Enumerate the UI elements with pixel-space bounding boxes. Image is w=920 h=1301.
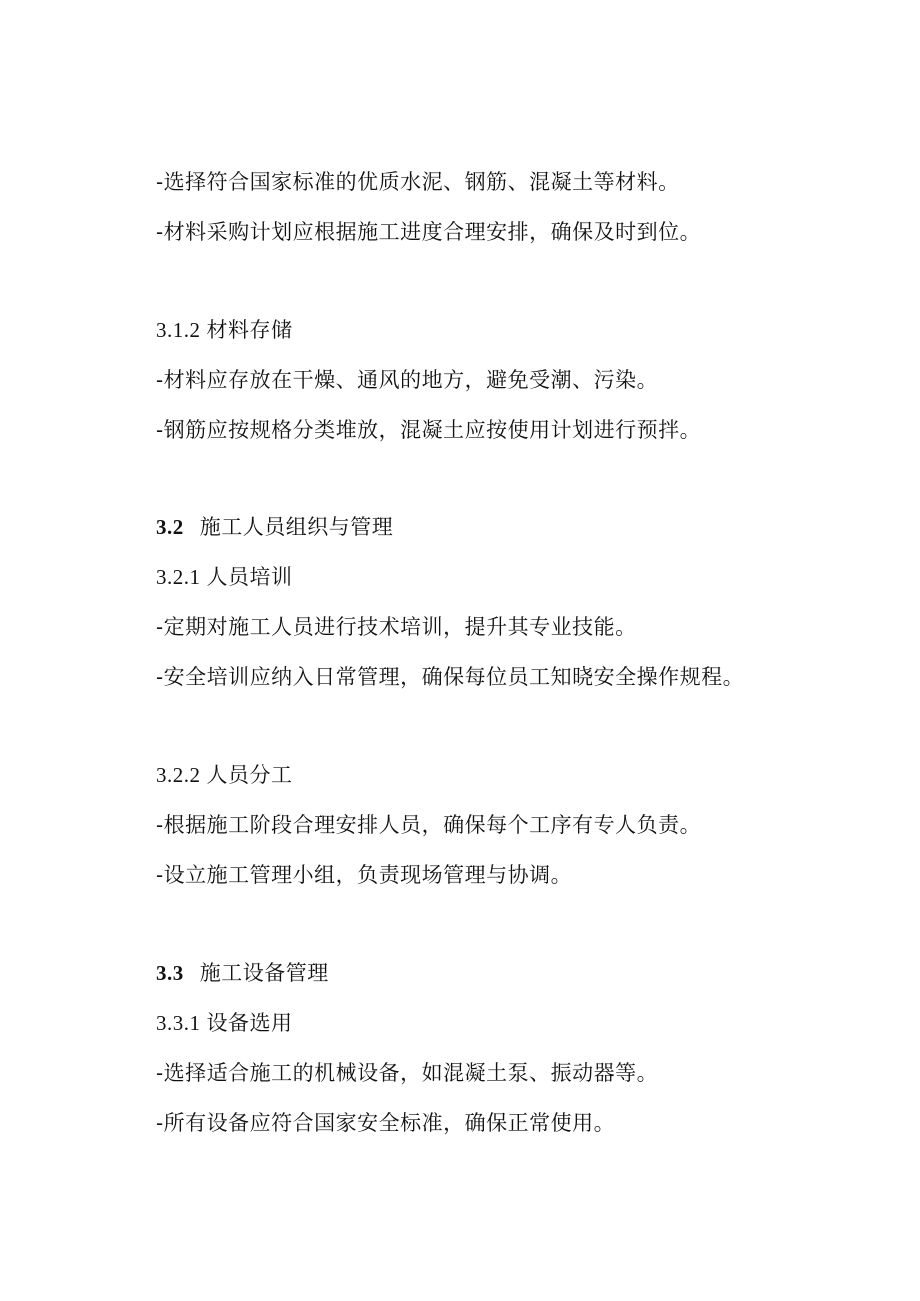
bullet-item: -根据施工阶段合理安排人员，确保每个工序有专人负责。 (156, 813, 702, 837)
subsection-number: 3.2.1 (156, 565, 201, 589)
bullet-item: -设立施工管理小组，负责现场管理与协调。 (156, 863, 573, 887)
bullet-item: -材料应存放在干燥、通风的地方，避免受潮、污染。 (156, 368, 659, 392)
subsection-number: 3.2.2 (156, 763, 201, 787)
subsection-heading-3-3-1 (156, 1009, 293, 1037)
subsection-heading-3-2-2 (156, 761, 293, 789)
subsection-title: 人员培训 (206, 565, 293, 589)
bullet-item: -钢筋应按规格分类堆放，混凝土应按使用计划进行预拌。 (156, 418, 702, 442)
bullet-item: -选择符合国家标准的优质水泥、钢筋、混凝土等材料。 (156, 170, 680, 194)
section-title: 施工人员组织与管理 (199, 515, 394, 539)
subsection-title: 设备选用 (206, 1011, 293, 1035)
subsection-number: 3.3.1 (156, 1011, 201, 1035)
bullet-item: -所有设备应符合国家安全标准，确保正常使用。 (156, 1111, 616, 1135)
section-heading-3-3 (156, 959, 329, 987)
subsection-heading-3-2-1 (156, 563, 293, 591)
section-heading-3-2 (156, 513, 393, 541)
subsection-title: 人员分工 (206, 763, 293, 787)
section-title: 施工设备管理 (199, 961, 329, 985)
subsection-number: 3.1.2 (156, 318, 201, 342)
section-number: 3.2 (156, 515, 184, 539)
subsection-title: 材料存储 (206, 318, 293, 342)
bullet-item: -安全培训应纳入日常管理，确保每位员工知晓安全操作规程。 (156, 665, 745, 689)
section-number: 3.3 (156, 961, 184, 985)
bullet-item: -选择适合施工的机械设备，如混凝土泵、振动器等。 (156, 1061, 659, 1085)
subsection-heading-3-1-2 (156, 316, 293, 344)
bullet-item: -定期对施工人员进行技术培训，提升其专业技能。 (156, 615, 637, 639)
bullet-item: -材料采购计划应根据施工进度合理安排，确保及时到位。 (156, 220, 702, 244)
